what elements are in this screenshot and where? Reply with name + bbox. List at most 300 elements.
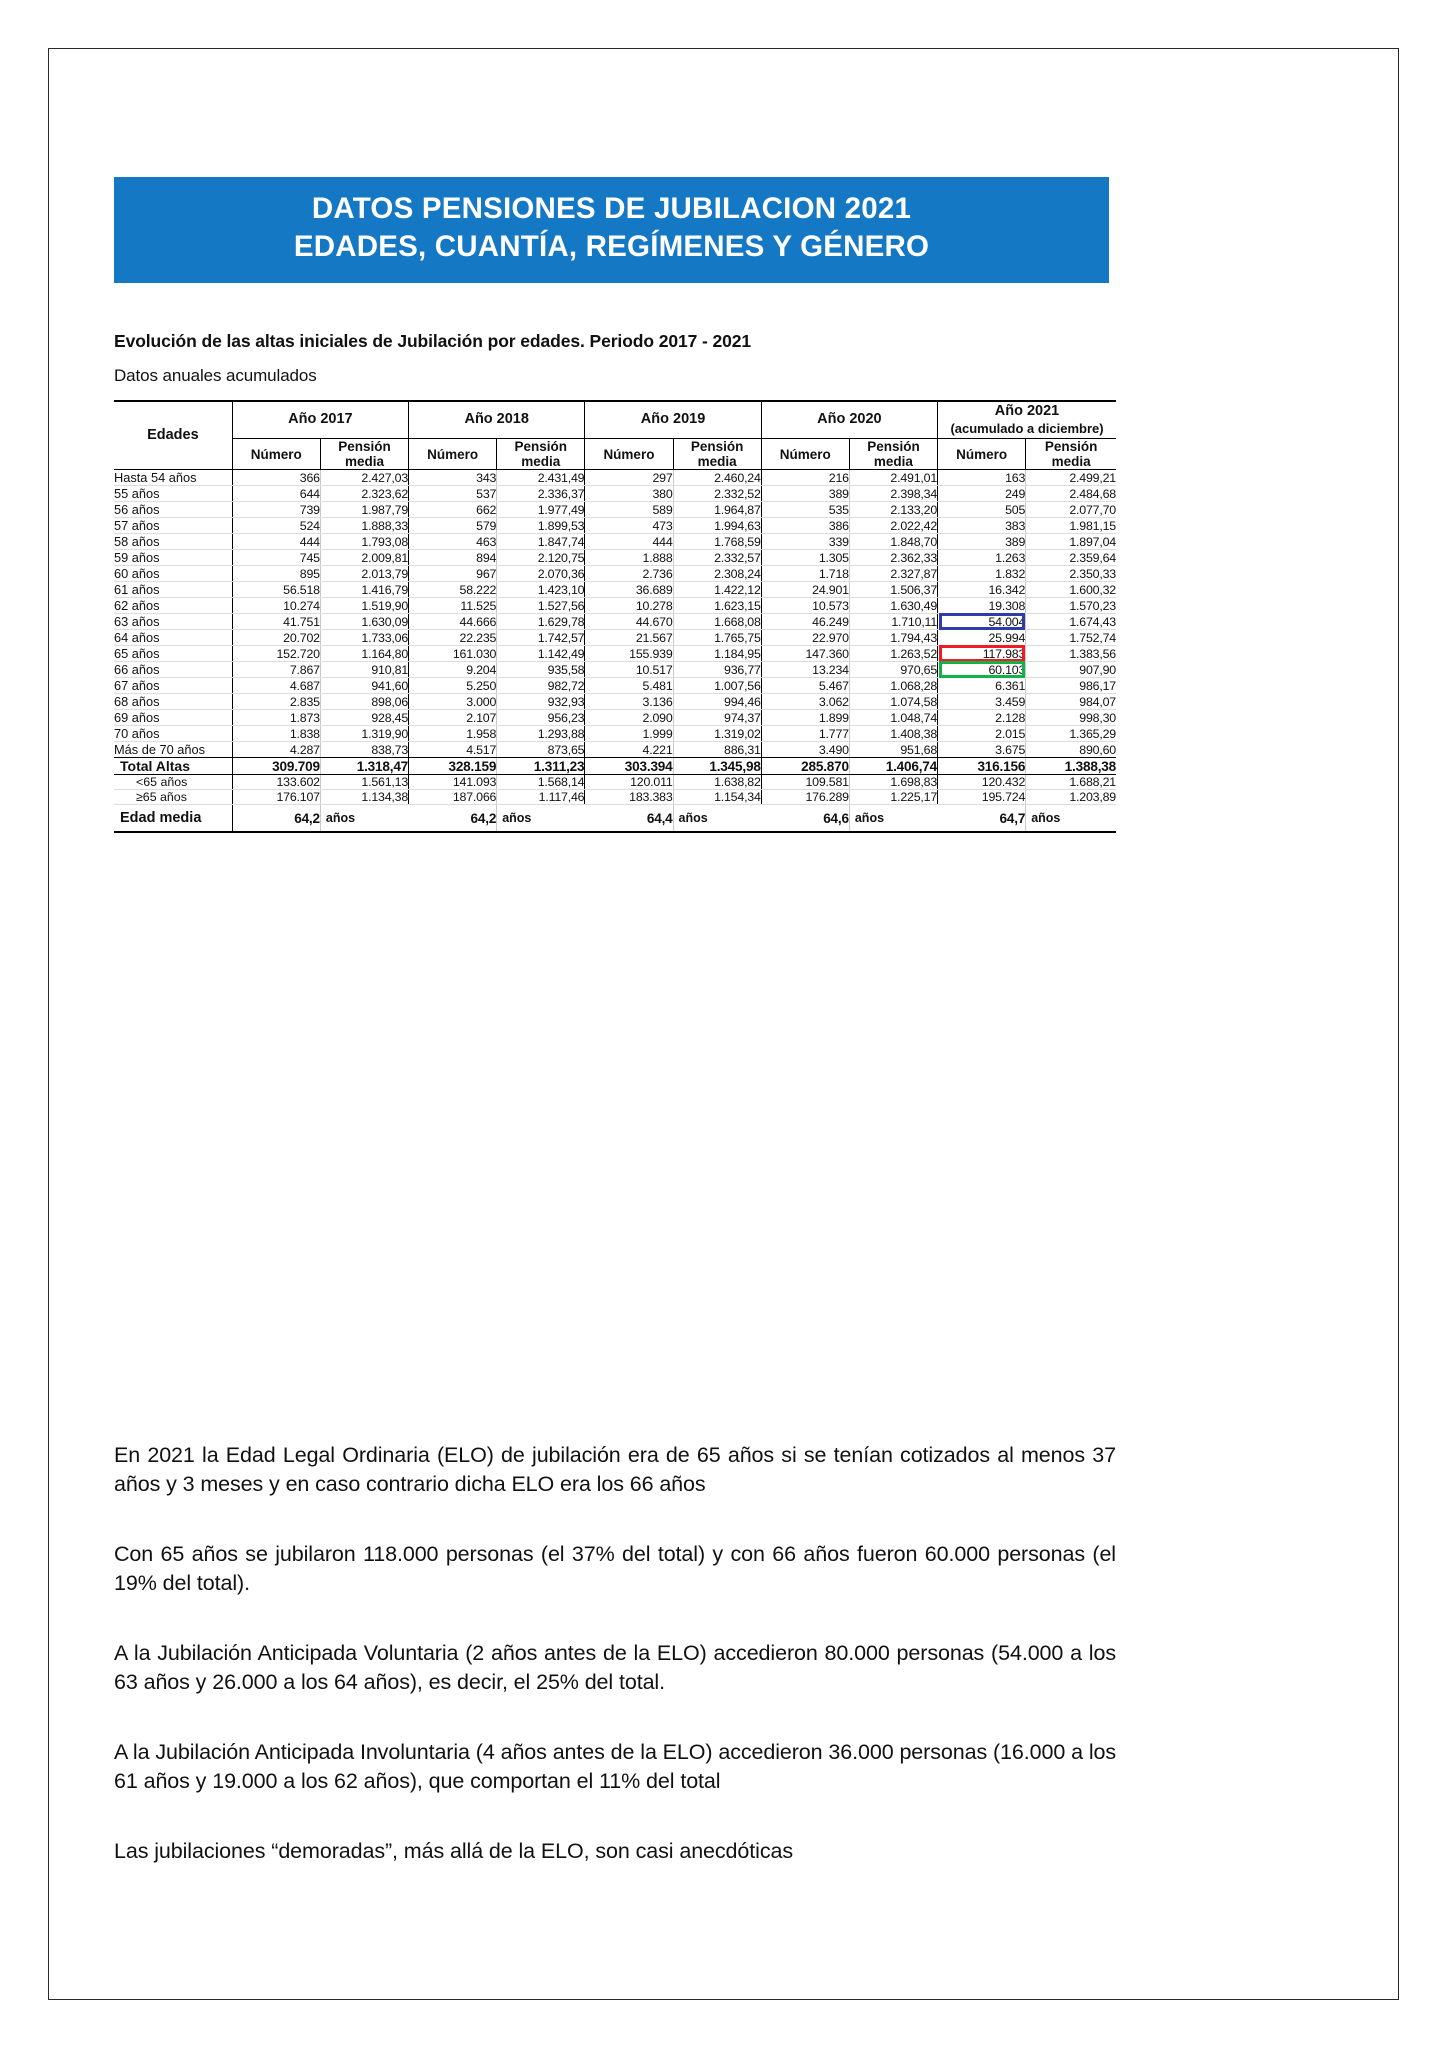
cell-value: 2.336,37	[497, 486, 585, 502]
cell-value: 3.062	[761, 694, 849, 710]
table-row	[114, 486, 1116, 502]
table-row	[114, 726, 1116, 742]
cell-value: 1.964,87	[673, 502, 761, 518]
cell-value: 1.117,46	[497, 790, 585, 805]
cell-value: 2.332,57	[673, 550, 761, 566]
cell-edad-media-value: 64,4	[585, 805, 673, 833]
cell-value: 998,30	[1026, 710, 1116, 726]
cell-value: 4.221	[585, 742, 673, 758]
cell-value: 1.319,90	[320, 726, 408, 742]
cell-age-label: 57 años	[114, 518, 232, 534]
table-row	[114, 614, 1116, 630]
cell-value: 2.431,49	[497, 470, 585, 486]
cell-edad-media-value: 64,2	[232, 805, 320, 833]
cell-value: 994,46	[673, 694, 761, 710]
cell-value: 2.133,20	[849, 502, 937, 518]
cell-value: 1.406,74	[849, 758, 937, 775]
cell-age-label: Más de 70 años	[114, 742, 232, 758]
cell-value: 2.107	[409, 710, 497, 726]
cell-value: 4.687	[232, 678, 320, 694]
highlight-box-green	[939, 661, 1025, 678]
cell-edad-media-unit: años	[849, 805, 937, 833]
cell-value: 1.838	[232, 726, 320, 742]
cell-age-label: 62 años	[114, 598, 232, 614]
cell-value: 2.427,03	[320, 470, 408, 486]
cell-value: 1.668,08	[673, 614, 761, 630]
highlight-box-red	[939, 645, 1025, 662]
cell-value: 579	[409, 518, 497, 534]
cell-value: 1.311,23	[497, 758, 585, 775]
cell-age-label: 58 años	[114, 534, 232, 550]
note-paragraph-1: En 2021 la Edad Legal Ordinaria (ELO) de jubilación era de 65 años si se tenían cotizados al menos 37 años y 3 meses y en caso contrario dicha ELO era los 66 años	[114, 1443, 1116, 1497]
cell-value: 1.365,29	[1026, 726, 1116, 742]
table-row	[114, 710, 1116, 726]
cell-value: 745	[232, 550, 320, 566]
cell-value: 1.048,74	[849, 710, 937, 726]
cell-value: 56.518	[232, 582, 320, 598]
table-head	[114, 401, 1116, 470]
cell-value: 24.901	[761, 582, 849, 598]
table-row	[114, 742, 1116, 758]
document-frame	[48, 48, 1399, 2000]
cell-value: 10.274	[232, 598, 320, 614]
cell-value: 1.765,75	[673, 630, 761, 646]
cell-edad-media-unit: años	[673, 805, 761, 833]
cell-value: 2.070,36	[497, 566, 585, 582]
table-row	[114, 790, 1116, 805]
cell-value: 20.702	[232, 630, 320, 646]
header-year-2021	[938, 401, 1116, 439]
cell-value: 1.710,11	[849, 614, 937, 630]
cell-value: 380	[585, 486, 673, 502]
cell-value: 389	[761, 486, 849, 502]
table-row	[114, 646, 1116, 662]
cell-value: 444	[585, 534, 673, 550]
header-2020-pension: Pensión media	[849, 439, 937, 470]
cell-value: 2.484,68	[1026, 486, 1116, 502]
cell-value: 1.134,38	[320, 790, 408, 805]
cell-value: 2.090	[585, 710, 673, 726]
cell-value: 928,45	[320, 710, 408, 726]
cell-edad-media-value: 64,6	[761, 805, 849, 833]
cell-value: 1.794,43	[849, 630, 937, 646]
cell-value: 894	[409, 550, 497, 566]
cell-value: 21.567	[585, 630, 673, 646]
cell-value: 41.751	[232, 614, 320, 630]
cell-value: 505	[938, 502, 1026, 518]
cell-value: 1.888	[585, 550, 673, 566]
cell-value: 986,17	[1026, 678, 1116, 694]
cell-value: 343	[409, 470, 497, 486]
cell-value: 285.870	[761, 758, 849, 775]
cell-value: 463	[409, 534, 497, 550]
cell-age-label: Hasta 54 años	[114, 470, 232, 486]
cell-value: 910,81	[320, 662, 408, 678]
cell-value: 366	[232, 470, 320, 486]
cell-value: 984,07	[1026, 694, 1116, 710]
cell-value: 2.736	[585, 566, 673, 582]
cell-age-label: Edad media	[114, 805, 232, 833]
cell-age-label: 69 años	[114, 710, 232, 726]
cell-value: 2.350,33	[1026, 566, 1116, 582]
cell-value: 2.359,64	[1026, 550, 1116, 566]
cell-value: 1.777	[761, 726, 849, 742]
cell-value: 133.602	[232, 775, 320, 790]
cell-value: 890,60	[1026, 742, 1116, 758]
cell-value: 2.332,52	[673, 486, 761, 502]
cell-age-label: 61 años	[114, 582, 232, 598]
cell-value: 1.629,78	[497, 614, 585, 630]
cell-value: 3.490	[761, 742, 849, 758]
cell-value: 10.573	[761, 598, 849, 614]
header-2017-numero: Número	[232, 439, 320, 470]
cell-value: 58.222	[409, 582, 497, 598]
cell-value: 1.630,49	[849, 598, 937, 614]
table-row-edad-media	[114, 805, 1116, 833]
cell-value: 1.345,98	[673, 758, 761, 775]
cell-value: 187.066	[409, 790, 497, 805]
cell-value: 1.184,95	[673, 646, 761, 662]
cell-age-label: 67 años	[114, 678, 232, 694]
cell-value: 1.987,79	[320, 502, 408, 518]
cell-value: 951,68	[849, 742, 937, 758]
cell-value: 2.077,70	[1026, 502, 1116, 518]
cell-value: 117.983	[938, 646, 1026, 662]
cell-value: 176.289	[761, 790, 849, 805]
table-row	[114, 550, 1116, 566]
cell-age-label: 70 años	[114, 726, 232, 742]
cell-value: 2.120,75	[497, 550, 585, 566]
pensions-by-age-table	[114, 400, 1116, 834]
cell-value: 3.136	[585, 694, 673, 710]
cell-value: 1.423,10	[497, 582, 585, 598]
cell-value: 4.287	[232, 742, 320, 758]
header-year-2017: Año 2017	[232, 401, 408, 439]
header-year-2021-sublabel: (acumulado a diciembre)	[950, 421, 1104, 437]
cell-value: 1.899	[761, 710, 849, 726]
cell-value: 1.623,15	[673, 598, 761, 614]
cell-value: 9.204	[409, 662, 497, 678]
cell-edad-media-unit: años	[1026, 805, 1116, 833]
cell-value: 886,31	[673, 742, 761, 758]
cell-value: 898,06	[320, 694, 408, 710]
table-caption-sub: Datos anuales acumulados	[114, 365, 317, 385]
cell-value: 3.675	[938, 742, 1026, 758]
cell-edad-media-value: 64,2	[409, 805, 497, 833]
cell-value: 13.234	[761, 662, 849, 678]
cell-value: 389	[938, 534, 1026, 550]
cell-value: 2.323,62	[320, 486, 408, 502]
cell-value: 36.689	[585, 582, 673, 598]
cell-value: 1.068,28	[849, 678, 937, 694]
cell-age-label: 60 años	[114, 566, 232, 582]
cell-value: 44.666	[409, 614, 497, 630]
cell-value: 1.897,04	[1026, 534, 1116, 550]
cell-value: 120.432	[938, 775, 1026, 790]
cell-value: 1.318,47	[320, 758, 408, 775]
header-2021-pension: Pensión media	[1026, 439, 1116, 470]
cell-value: 1.847,74	[497, 534, 585, 550]
cell-value: 339	[761, 534, 849, 550]
cell-value: 2.491,01	[849, 470, 937, 486]
cell-value: 970,65	[849, 662, 937, 678]
cell-value: 1.422,12	[673, 582, 761, 598]
cell-value: 589	[585, 502, 673, 518]
cell-value: 22.970	[761, 630, 849, 646]
cell-value: 524	[232, 518, 320, 534]
cell-value: 982,72	[497, 678, 585, 694]
cell-value: 2.128	[938, 710, 1026, 726]
cell-age-label: 55 años	[114, 486, 232, 502]
cell-value: 183.383	[585, 790, 673, 805]
cell-value: 309.709	[232, 758, 320, 775]
cell-value: 838,73	[320, 742, 408, 758]
header-year-2019: Año 2019	[585, 401, 761, 439]
cell-value: 1.506,37	[849, 582, 937, 598]
note-paragraph-5: Las jubilaciones “demoradas”, más allá de la ELO, son casi anecdóticas	[114, 1838, 793, 1863]
cell-value: 537	[409, 486, 497, 502]
cell-value: 22.235	[409, 630, 497, 646]
cell-value: 907,90	[1026, 662, 1116, 678]
cell-value: 1.873	[232, 710, 320, 726]
cell-value: 1.958	[409, 726, 497, 742]
cell-value: 163	[938, 470, 1026, 486]
cell-age-label: 59 años	[114, 550, 232, 566]
cell-value: 2.022,42	[849, 518, 937, 534]
table-row	[114, 694, 1116, 710]
cell-value: 5.250	[409, 678, 497, 694]
cell-value: 932,93	[497, 694, 585, 710]
header-2018-pension: Pensión media	[497, 439, 585, 470]
cell-value: 141.093	[409, 775, 497, 790]
cell-value: 1.164,80	[320, 646, 408, 662]
cell-value: 4.517	[409, 742, 497, 758]
table-row	[114, 470, 1116, 486]
cell-value: 3.000	[409, 694, 497, 710]
cell-value: 1.074,58	[849, 694, 937, 710]
cell-value: 2.499,21	[1026, 470, 1116, 486]
cell-value: 1.832	[938, 566, 1026, 582]
table-row	[114, 534, 1116, 550]
cell-value: 176.107	[232, 790, 320, 805]
cell-value: 1.305	[761, 550, 849, 566]
cell-value: 1.994,63	[673, 518, 761, 534]
cell-value: 1.154,34	[673, 790, 761, 805]
header-2019-numero: Número	[585, 439, 673, 470]
cell-value: 662	[409, 502, 497, 518]
header-2018-numero: Número	[409, 439, 497, 470]
cell-value: 316.156	[938, 758, 1026, 775]
header-row-subcols	[114, 439, 1116, 470]
table-body	[114, 470, 1116, 833]
cell-value: 1.848,70	[849, 534, 937, 550]
header-year-2021-label: Año 2021	[994, 402, 1060, 419]
cell-value: 1.383,56	[1026, 646, 1116, 662]
cell-value: 2.327,87	[849, 566, 937, 582]
cell-value: 328.159	[409, 758, 497, 775]
cell-value: 120.011	[585, 775, 673, 790]
cell-value: 19.308	[938, 598, 1026, 614]
cell-value: 967	[409, 566, 497, 582]
cell-value: 2.835	[232, 694, 320, 710]
cell-value: 46.249	[761, 614, 849, 630]
cell-value: 1.698,83	[849, 775, 937, 790]
cell-value: 11.525	[409, 598, 497, 614]
cell-value: 3.459	[938, 694, 1026, 710]
cell-value: 152.720	[232, 646, 320, 662]
cell-value: 473	[585, 518, 673, 534]
cell-value: 1.688,21	[1026, 775, 1116, 790]
table-caption-main: Evolución de las altas iniciales de Jubilación por edades. Periodo 2017 - 2021	[114, 330, 752, 351]
cell-value: 2.009,81	[320, 550, 408, 566]
document-content	[114, 177, 1114, 833]
cell-value: 1.600,32	[1026, 582, 1116, 598]
cell-value: 303.394	[585, 758, 673, 775]
cell-value: 2.362,33	[849, 550, 937, 566]
cell-value: 1.638,82	[673, 775, 761, 790]
header-2019-pension: Pensión media	[673, 439, 761, 470]
table-row	[114, 502, 1116, 518]
cell-value: 974,37	[673, 710, 761, 726]
table-row	[114, 566, 1116, 582]
cell-value: 1.225,17	[849, 790, 937, 805]
cell-value: 936,77	[673, 662, 761, 678]
cell-value: 1.733,06	[320, 630, 408, 646]
cell-value: 873,65	[497, 742, 585, 758]
table-row	[114, 518, 1116, 534]
title-line-2: EDADES, CUANTÍA, REGÍMENES Y GÉNERO	[293, 229, 930, 263]
table-row	[114, 598, 1116, 614]
header-year-2018: Año 2018	[409, 401, 585, 439]
cell-value: 5.481	[585, 678, 673, 694]
cell-value: 1.388,38	[1026, 758, 1116, 775]
cell-value: 1.007,56	[673, 678, 761, 694]
cell-edad-media-unit: años	[320, 805, 408, 833]
table-row	[114, 758, 1116, 775]
header-2017-pension: Pensión media	[320, 439, 408, 470]
header-year-2020: Año 2020	[761, 401, 937, 439]
cell-value: 1.899,53	[497, 518, 585, 534]
note-paragraph-2: Con 65 años se jubilaron 118.000 personas (el 37% del total) y con 66 años fueron 60.000 personas (el 19% del total).	[114, 1541, 1116, 1596]
cell-value: 935,58	[497, 662, 585, 678]
cell-value: 1.977,49	[497, 502, 585, 518]
cell-value: 1.527,56	[497, 598, 585, 614]
title-line-1: DATOS PENSIONES DE JUBILACION 2021	[311, 192, 912, 225]
cell-value: 1.408,38	[849, 726, 937, 742]
cell-age-label: 66 años	[114, 662, 232, 678]
cell-value: 739	[232, 502, 320, 518]
header-2020-numero: Número	[761, 439, 849, 470]
cell-value: 155.939	[585, 646, 673, 662]
cell-value: 535	[761, 502, 849, 518]
cell-value: 2.015	[938, 726, 1026, 742]
cell-value: 1.793,08	[320, 534, 408, 550]
cell-value: 1.263,52	[849, 646, 937, 662]
cell-age-label: ≥65 años	[114, 790, 232, 805]
header-2021-numero: Número	[938, 439, 1026, 470]
cell-age-label: Total Altas	[114, 758, 232, 775]
cell-value: 249	[938, 486, 1026, 502]
highlight-box-blue	[939, 613, 1025, 630]
cell-value: 1.999	[585, 726, 673, 742]
cell-value: 895	[232, 566, 320, 582]
cell-value: 644	[232, 486, 320, 502]
cell-value: 1.519,90	[320, 598, 408, 614]
cell-edad-media-unit: años	[497, 805, 585, 833]
table-row	[114, 662, 1116, 678]
cell-value: 1.561,13	[320, 775, 408, 790]
note-paragraph-3: A la Jubilación Anticipada Voluntaria (2 años antes de la ELO) accedieron 80.000 personas (54.000 a los 63 años y 26.000 a los 64 años), es decir, el 25% del total.	[114, 1640, 1116, 1695]
cell-value: 25.994	[938, 630, 1026, 646]
cell-value: 147.360	[761, 646, 849, 662]
cell-value: 1.768,59	[673, 534, 761, 550]
cell-value: 5.467	[761, 678, 849, 694]
cell-value: 2.013,79	[320, 566, 408, 582]
title-banner	[114, 177, 1109, 283]
cell-value: 1.263	[938, 550, 1026, 566]
cell-value: 444	[232, 534, 320, 550]
table-row	[114, 678, 1116, 694]
cell-value: 2.308,24	[673, 566, 761, 582]
cell-value: 10.517	[585, 662, 673, 678]
cell-value: 195.724	[938, 790, 1026, 805]
cell-value: 16.342	[938, 582, 1026, 598]
cell-value: 1.752,74	[1026, 630, 1116, 646]
cell-value: 1.630,09	[320, 614, 408, 630]
cell-value: 1.570,23	[1026, 598, 1116, 614]
cell-age-label: 68 años	[114, 694, 232, 710]
header-edades: Edades	[114, 401, 232, 470]
cell-value: 2.398,34	[849, 486, 937, 502]
cell-age-label: <65 años	[114, 775, 232, 790]
cell-age-label: 64 años	[114, 630, 232, 646]
cell-age-label: 63 años	[114, 614, 232, 630]
cell-value: 6.361	[938, 678, 1026, 694]
cell-value: 2.460,24	[673, 470, 761, 486]
cell-value: 54.004	[938, 614, 1026, 630]
cell-value: 1.293,88	[497, 726, 585, 742]
table-caption-block	[114, 331, 1114, 386]
cell-value: 941,60	[320, 678, 408, 694]
cell-value: 956,23	[497, 710, 585, 726]
cell-value: 216	[761, 470, 849, 486]
cell-value: 1.416,79	[320, 582, 408, 598]
table-row	[114, 630, 1116, 646]
cell-value: 386	[761, 518, 849, 534]
note-paragraph-4: A la Jubilación Anticipada Involuntaria (4 años antes de la ELO) accedieron 36.000 personas (16.000 a los 61 años y 19.000 a los 62 años), que comportan el 11% del total	[114, 1739, 1116, 1794]
cell-value: 1.981,15	[1026, 518, 1116, 534]
cell-value: 297	[585, 470, 673, 486]
cell-value: 383	[938, 518, 1026, 534]
cell-value: 1.888,33	[320, 518, 408, 534]
cell-value: 109.581	[761, 775, 849, 790]
header-row-years	[114, 401, 1116, 439]
cell-edad-media-value: 64,7	[938, 805, 1026, 833]
cell-value: 1.319,02	[673, 726, 761, 742]
cell-value: 60.103	[938, 662, 1026, 678]
cell-value: 7.867	[232, 662, 320, 678]
table-row	[114, 775, 1116, 790]
cell-value: 1.568,14	[497, 775, 585, 790]
cell-age-label: 56 años	[114, 502, 232, 518]
cell-value: 1.203,89	[1026, 790, 1116, 805]
cell-value: 1.718	[761, 566, 849, 582]
table-row	[114, 582, 1116, 598]
cell-value: 1.142,49	[497, 646, 585, 662]
cell-age-label: 65 años	[114, 646, 232, 662]
cell-value: 1.742,57	[497, 630, 585, 646]
cell-value: 161.030	[409, 646, 497, 662]
